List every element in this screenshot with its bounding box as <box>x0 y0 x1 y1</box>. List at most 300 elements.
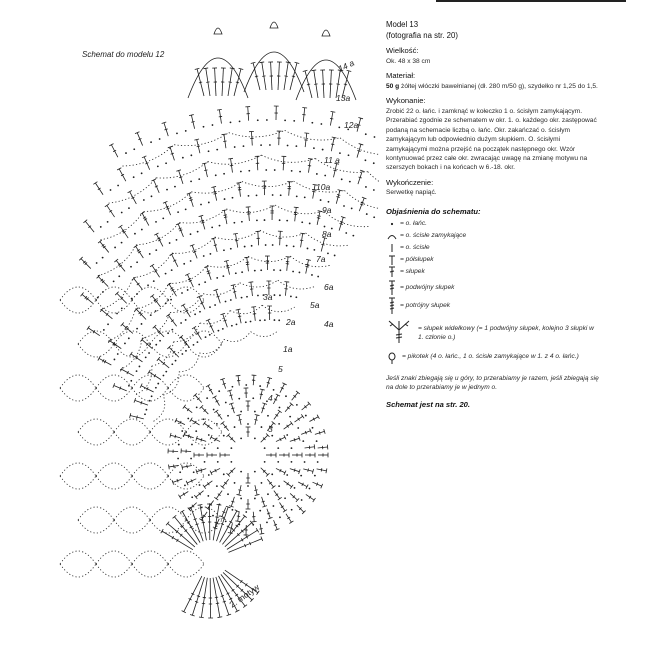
stitch-mark <box>256 528 259 532</box>
chain-dot <box>309 223 311 225</box>
chain-dot <box>260 144 262 146</box>
stitch-mark <box>179 177 182 178</box>
chain-dot <box>197 341 199 343</box>
chain-arc <box>60 287 96 300</box>
chain-dot <box>238 398 240 400</box>
stitch-mark <box>204 170 207 171</box>
chain-arc <box>153 395 164 421</box>
chain-dot <box>236 323 238 325</box>
chain-dot <box>230 248 232 250</box>
chain-dot <box>110 189 112 191</box>
chain-dot <box>284 497 286 499</box>
chain-dot <box>271 473 273 475</box>
chain-dot <box>239 121 241 123</box>
chain-arc <box>224 332 251 342</box>
chain-dot <box>185 319 187 321</box>
chain-dot <box>273 389 275 391</box>
stitch-mark <box>150 264 154 267</box>
chain-dot <box>289 416 291 418</box>
chain-dot <box>269 144 271 146</box>
chain-dot <box>234 426 236 428</box>
stitch-mark <box>177 479 178 482</box>
chain-arc <box>240 280 278 287</box>
stitch-mark <box>255 494 260 495</box>
chain-dot <box>96 262 98 264</box>
chain-dot <box>223 435 225 437</box>
chain-arc <box>136 366 152 395</box>
stitch-mark <box>330 118 333 119</box>
stitch-mark <box>226 265 229 266</box>
chain-dot <box>245 511 247 513</box>
chain-dot <box>311 274 313 276</box>
legend-item: = o. łańc. <box>386 218 600 230</box>
stitch-mark <box>236 183 241 184</box>
stitch-mark <box>267 382 270 383</box>
chain-dot <box>271 435 273 437</box>
chain-dot <box>179 471 181 473</box>
chain-dot <box>290 296 292 298</box>
chain-dot <box>165 162 167 164</box>
chain-arc <box>78 507 114 520</box>
chain-dot <box>247 485 249 487</box>
dc-icon <box>386 266 398 278</box>
chain-dot <box>293 120 295 122</box>
chain-arc <box>132 476 168 489</box>
picot-mark <box>322 30 330 36</box>
chain-dot <box>302 440 304 442</box>
chain-dot <box>300 475 302 477</box>
stitch-mark <box>290 421 293 425</box>
round-label: 9a <box>322 205 332 215</box>
round-label: 10a <box>316 182 331 192</box>
stitch-mark <box>260 533 265 534</box>
chain-dot <box>233 222 235 224</box>
chain-dot <box>103 329 105 331</box>
chain-dot <box>182 157 184 159</box>
chain-dot <box>299 171 301 173</box>
chain-dot <box>139 366 141 368</box>
stitch-mark <box>224 215 227 216</box>
chain-dot <box>133 176 135 178</box>
stitch-mark <box>224 260 229 261</box>
chain-dot <box>121 212 123 214</box>
chain-dot <box>191 496 193 498</box>
chain-dot <box>155 387 157 389</box>
chain-arc <box>275 205 324 214</box>
chain-dot <box>197 231 199 233</box>
chain-arc <box>96 564 132 577</box>
chain-dot <box>317 276 319 278</box>
fork-icon <box>386 320 412 344</box>
chain-dot <box>365 133 367 135</box>
chain-dot <box>162 218 164 220</box>
chain-dot <box>208 474 210 476</box>
chain-dot <box>198 178 200 180</box>
chain-arc <box>248 256 290 262</box>
chain-dot <box>183 263 185 265</box>
chain-dot <box>141 229 143 231</box>
stitch-mark <box>274 524 277 525</box>
chain-dot <box>278 423 280 425</box>
stitch-mark <box>237 494 242 495</box>
chain-dot <box>232 386 234 388</box>
chain-dot <box>198 284 200 286</box>
stitch-mark <box>190 200 193 201</box>
chain-dot <box>195 430 197 432</box>
stitch-mark <box>199 82 202 83</box>
chain-arc <box>114 419 150 432</box>
chain-dot <box>223 473 225 475</box>
stitch-mark <box>214 497 218 500</box>
chain-dot <box>190 260 192 262</box>
chain-dot <box>208 150 210 152</box>
stitch-mark <box>206 507 210 510</box>
chain-dot <box>116 313 118 315</box>
chain-dot <box>216 485 218 487</box>
chain-dot <box>150 314 152 316</box>
chain-dot <box>365 159 367 161</box>
chain-dot <box>317 461 319 463</box>
stitch-mark <box>236 82 239 83</box>
chain-arc <box>109 178 157 203</box>
stitch-mark <box>166 314 170 317</box>
chain-dot <box>339 152 341 154</box>
material-heading: Materiał: <box>386 71 416 81</box>
chain-arc <box>260 230 306 237</box>
stitch-mark <box>174 465 175 468</box>
chain-dot <box>219 225 221 227</box>
stitch-mark <box>165 129 168 130</box>
chain-dot <box>218 390 220 392</box>
material-text <box>386 82 600 91</box>
chain-dot <box>170 299 172 301</box>
chain-dot <box>286 434 288 436</box>
chain-arc <box>60 463 96 476</box>
chain-dot <box>181 430 183 432</box>
stitch-mark <box>336 197 339 198</box>
chain-dot <box>222 275 224 277</box>
stitch-mark <box>333 170 336 171</box>
chain-dot <box>309 488 311 490</box>
chain-dot <box>208 202 210 204</box>
top-rule <box>436 0 626 2</box>
chain-dot <box>272 244 274 246</box>
stitch-mark <box>217 504 222 505</box>
chain-arc <box>226 205 275 212</box>
stitch-mark <box>340 223 343 224</box>
chain-arc <box>96 388 132 401</box>
stitch-mark <box>294 207 299 208</box>
chain-dot <box>245 321 247 323</box>
chain-dot <box>136 261 138 263</box>
round-label: 4 <box>268 393 273 403</box>
stitch-mark <box>289 521 293 524</box>
chain-dot <box>222 328 224 330</box>
chain-dot <box>194 313 196 315</box>
stitch-mark <box>357 150 360 151</box>
chain-dot <box>148 352 150 354</box>
chain-arc <box>262 305 295 312</box>
chain-dot <box>286 220 288 222</box>
stitch-mark <box>171 153 174 154</box>
chain-dot <box>200 204 202 206</box>
stitch-mark <box>238 420 241 421</box>
stitch-mark <box>214 522 217 523</box>
stitch-mark <box>308 158 313 159</box>
stitch-mark <box>304 133 309 134</box>
chain-dot <box>343 205 345 207</box>
chain-dot <box>187 289 189 291</box>
chain-arc <box>78 520 114 533</box>
chain-dot <box>204 447 206 449</box>
chain-arc <box>150 419 186 432</box>
chain-arc <box>78 432 114 445</box>
stitch-mark <box>148 370 151 374</box>
stitch-mark <box>290 485 293 489</box>
stitch-mark <box>319 431 320 434</box>
chain-dot <box>177 211 179 213</box>
stitch-mark <box>312 469 313 474</box>
stitch-mark <box>189 115 194 116</box>
chain-dot <box>373 216 375 218</box>
legend-item: = słupek widełkowy (= 1 podwójny słupek, kolejno 3 słupki w 1. członie o.) <box>386 320 600 344</box>
stitch-mark <box>255 414 260 415</box>
chain-arc <box>96 375 132 388</box>
chain-arc <box>186 432 222 445</box>
chain-dot <box>291 509 293 511</box>
stitch-mark <box>300 233 305 234</box>
chain-arc <box>78 344 114 357</box>
chain-arc <box>168 287 204 300</box>
stitch-mark <box>223 383 226 384</box>
chain-arc <box>186 331 222 344</box>
chain-dot <box>175 360 177 362</box>
stitch-mark <box>217 109 222 110</box>
chain-arc <box>229 130 285 137</box>
round-label: 8a <box>322 229 332 239</box>
chain-dot <box>240 471 242 473</box>
chain-dot <box>230 447 232 449</box>
chain-dot <box>176 132 178 134</box>
chain-dot <box>191 444 193 446</box>
chain-dot <box>374 136 376 138</box>
stitch-mark <box>283 510 287 513</box>
stitch-mark <box>217 617 222 618</box>
chain-dot <box>334 255 336 257</box>
stitch-mark <box>226 267 229 268</box>
stitch-mark <box>332 137 337 138</box>
stitch-mark <box>228 158 233 159</box>
chain-dot <box>349 181 351 183</box>
stitch-mark <box>255 76 258 77</box>
stitch-mark <box>161 529 163 533</box>
execution-heading: Wykonanie: <box>386 96 426 106</box>
chain-dot <box>203 255 205 257</box>
chain-dot <box>257 295 259 297</box>
chain-dot <box>232 509 234 511</box>
chain-dot <box>209 306 211 308</box>
chain-arc <box>199 339 223 353</box>
chart-note: Jeśli znaki zbiegają się u góry, to przerabiamy je razem, jeśli zbiegają się na dole to przerabiamy je w jednym o. <box>386 374 599 391</box>
round-label: 6a <box>324 282 334 292</box>
chain-dot <box>254 270 256 272</box>
chain-dot <box>274 294 276 296</box>
chain-dot <box>286 474 288 476</box>
stitch-mark <box>141 401 142 404</box>
chain-dot <box>304 196 306 198</box>
chain-arc <box>60 551 96 564</box>
stitch-mark <box>134 245 138 248</box>
stitch-mark <box>254 490 257 491</box>
chain-dot <box>341 178 343 180</box>
chain-dot <box>128 207 130 209</box>
chain-dot <box>338 126 340 128</box>
chain-dot <box>203 418 205 420</box>
stitch-mark <box>194 519 197 520</box>
stitch-mark <box>331 144 334 145</box>
chain-dot <box>244 246 246 248</box>
round-label: 7a <box>316 254 326 264</box>
stitch-mark <box>237 516 240 517</box>
stitch-mark <box>229 395 232 396</box>
stitch-mark <box>233 292 236 293</box>
chain-dot <box>254 498 256 500</box>
chain-dot <box>240 171 242 173</box>
chain-dot <box>245 384 247 386</box>
chain-arc <box>186 419 222 432</box>
chain-dot <box>114 247 116 249</box>
chain-dot <box>291 170 293 172</box>
chain-dot <box>155 221 157 223</box>
chain-dot <box>279 219 281 221</box>
stitch-mark <box>259 62 264 63</box>
stitch-mark <box>193 251 196 252</box>
chain-dot <box>185 208 187 210</box>
stitch-mark <box>207 271 210 272</box>
chain-dot <box>313 249 315 251</box>
model-title: Model 13 <box>386 20 419 29</box>
chain-dot <box>243 145 245 147</box>
round-label: 12a <box>344 120 359 130</box>
legend-item: = słupek <box>386 266 600 278</box>
chain-dot <box>190 154 192 156</box>
chain-dot <box>205 336 207 338</box>
chain-dot <box>301 221 303 223</box>
chain-dot <box>279 269 281 271</box>
chain-arc <box>60 564 96 577</box>
chain-dot <box>206 397 208 399</box>
chain-dot <box>316 173 318 175</box>
chain-dot <box>261 482 263 484</box>
chain-dot <box>273 269 275 271</box>
chain-dot <box>209 334 211 336</box>
chain-arc <box>278 280 316 289</box>
chain-dot <box>291 447 293 449</box>
chain-dot <box>213 409 215 411</box>
chain-dot <box>272 194 274 196</box>
chain-dot <box>151 395 153 397</box>
round-label: 13a <box>336 93 351 103</box>
chain-dot <box>143 199 145 201</box>
chain-dot <box>293 245 295 247</box>
chain-dot <box>159 340 161 342</box>
chain-dot <box>235 272 237 274</box>
instruction-column <box>386 20 600 411</box>
chain-dot <box>278 485 280 487</box>
chain-dot <box>211 226 213 228</box>
chain-dot <box>136 328 138 330</box>
stitch-mark <box>262 408 265 409</box>
chain-arc <box>242 181 294 187</box>
picot-mark <box>270 22 278 28</box>
chain-dot <box>246 296 248 298</box>
stitch-mark <box>130 413 131 418</box>
stitch-mark <box>235 521 240 522</box>
stitch-mark <box>237 414 242 415</box>
chain-dot <box>230 461 232 463</box>
chain-arc <box>150 507 186 520</box>
stitch-mark <box>212 396 216 398</box>
stitch-mark <box>150 294 154 297</box>
chain-dot <box>124 343 126 345</box>
stitch-mark <box>206 82 209 83</box>
chain-dot <box>267 493 269 495</box>
chain-dot <box>190 458 192 460</box>
picot-icon <box>386 352 398 364</box>
chain-dot <box>324 175 326 177</box>
chain-dot <box>223 249 225 251</box>
chain-dot <box>277 447 279 449</box>
chain-dot <box>185 350 187 352</box>
stitch-mark <box>175 435 176 438</box>
stitch-mark <box>336 84 339 85</box>
chain-dot <box>312 427 314 429</box>
chain-arc <box>261 155 315 162</box>
size-heading: Wielkość: <box>386 46 419 56</box>
chain-dot <box>113 280 115 282</box>
stitch-mark <box>203 68 208 69</box>
stitch-mark <box>235 240 238 241</box>
chain-dot <box>265 244 267 246</box>
stitch-mark <box>181 304 185 306</box>
chain-dot <box>250 321 252 323</box>
chain-dot <box>155 249 157 251</box>
chain-dot <box>285 395 287 397</box>
chain-dot <box>225 402 227 404</box>
chain-dot <box>114 359 116 361</box>
stitch-mark <box>312 191 315 192</box>
chain-dot <box>259 319 261 321</box>
chain-dot <box>252 397 254 399</box>
chain-dot <box>256 194 258 196</box>
chain-dot <box>232 197 234 199</box>
stitch-mark <box>183 405 186 409</box>
chain-arc <box>60 476 96 489</box>
chain-dot <box>171 269 173 271</box>
chain-dot <box>187 418 189 420</box>
stitch-mark <box>230 528 233 529</box>
stitch-mark <box>201 222 204 223</box>
stitch-mark <box>311 70 316 71</box>
chain-dot <box>141 172 143 174</box>
chain-dot <box>150 141 152 143</box>
chain-dot <box>292 271 294 273</box>
chain-dot <box>314 475 316 477</box>
chain-arc <box>168 564 204 577</box>
chain-dot <box>254 437 256 439</box>
stitch-mark <box>231 501 234 502</box>
chain-dot <box>217 461 219 463</box>
